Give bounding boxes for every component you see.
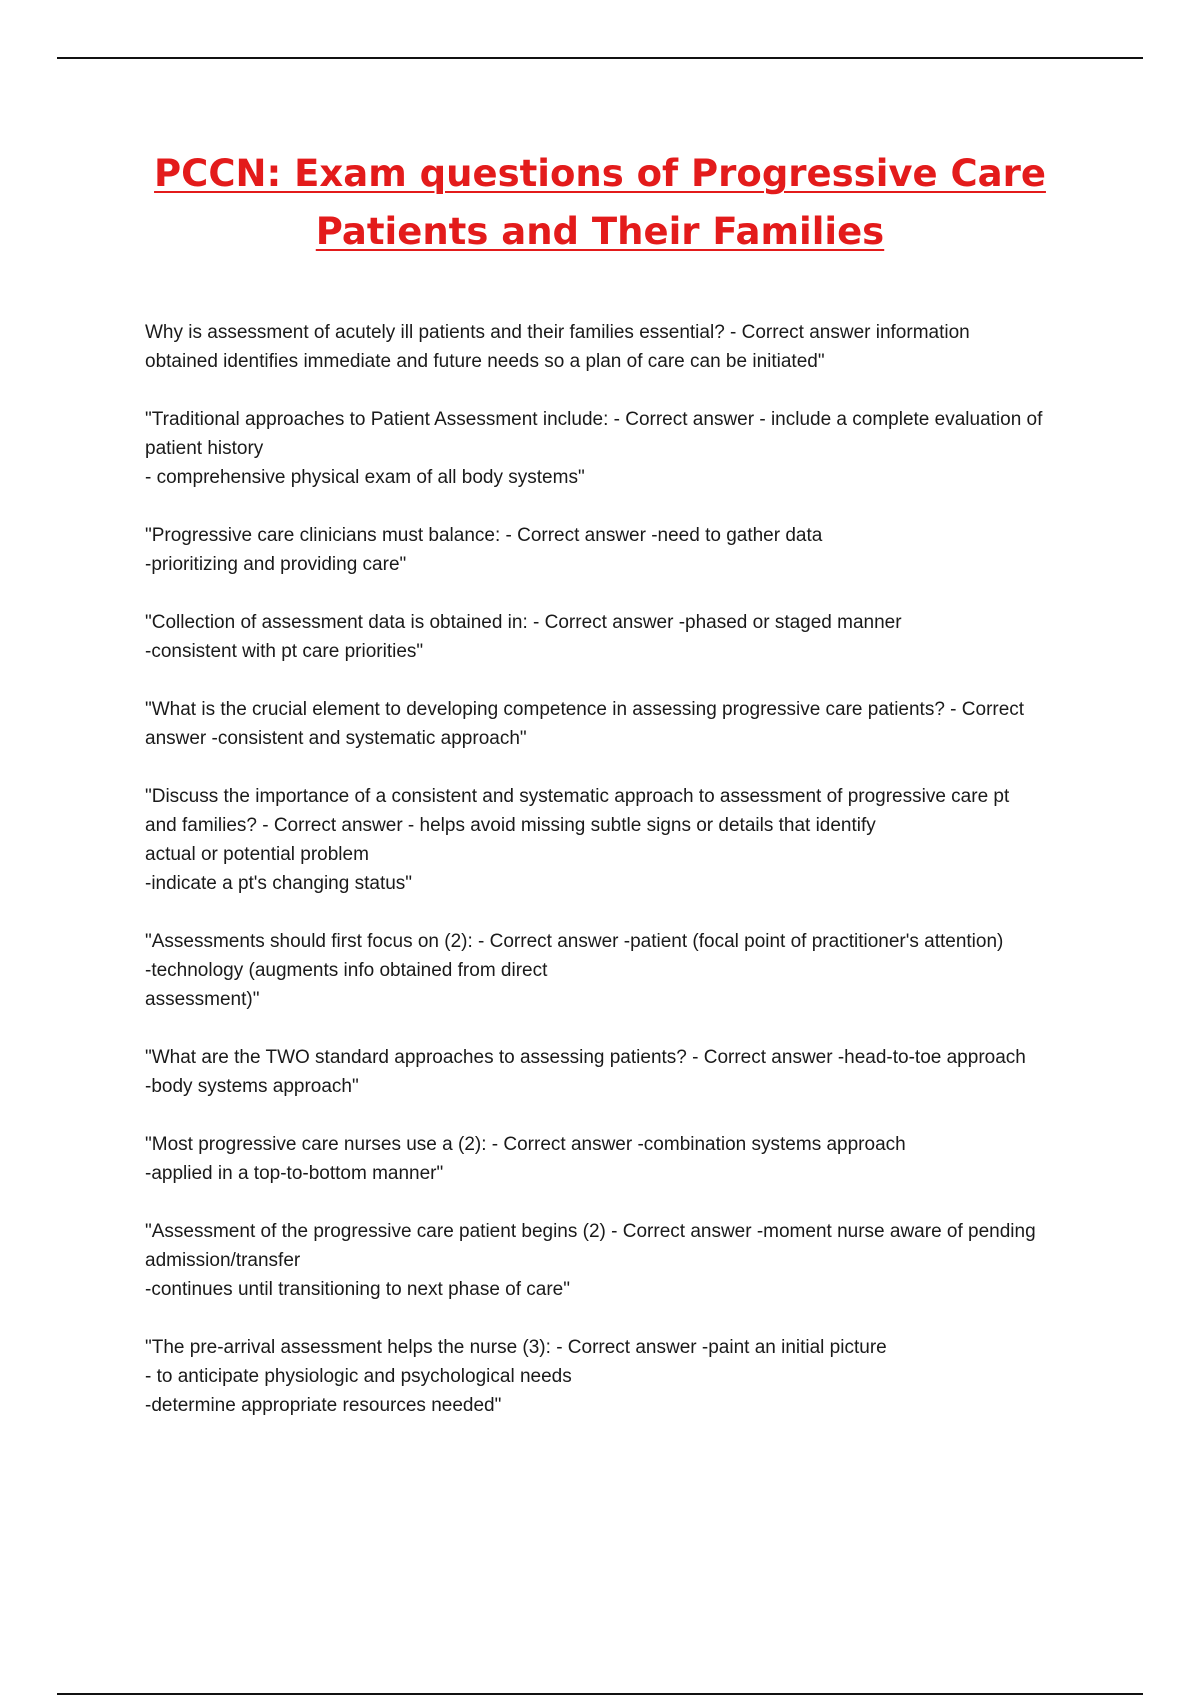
qa-item: "Most progressive care nurses use a (2): - Correct answer -combination systems approach -applied in a top-to-bottom manner" bbox=[145, 1134, 906, 1184]
qa-item: "What is the crucial element to developing competence in assessing progressive care patients? - Correct answer -consistent and systematic approach" bbox=[145, 699, 1025, 749]
qa-item: "Traditional approaches to Patient Assessment include: - Correct answer - include a complete evaluation of patient history - comprehensive physical exam of all body systems" bbox=[145, 409, 1043, 488]
qa-item: "What are the TWO standard approaches to assessing patients? - Correct answer -head-to-toe approach -body systems approach" bbox=[145, 1047, 1026, 1097]
title-line-2: Patients and Their Families bbox=[315, 210, 885, 253]
qa-item: "Discuss the importance of a consistent and systematic approach to assessment of progressive care pt and families? - Correct answer - helps avoid missing subtle signs or details that identify actual or potential problem -indicate a pt's changing status" bbox=[145, 786, 1010, 894]
document-title bbox=[0, 145, 1200, 261]
qa-item: "Progressive care clinicians must balance: - Correct answer -need to gather data -prioritizing and providing care" bbox=[145, 525, 823, 575]
footer-rule bbox=[57, 1693, 1143, 1695]
qa-item: "Assessments should first focus on (2): - Correct answer -patient (focal point of practitioner's attention) -technology (augments info obtained from direct assessment)" bbox=[145, 931, 1004, 1010]
qa-item: "Collection of assessment data is obtained in: - Correct answer -phased or staged manner -consistent with pt care priorities" bbox=[145, 612, 902, 662]
qa-item: "Assessment of the progressive care patient begins (2) - Correct answer -moment nurse aware of pending admission/transfer -continues until transitioning to next phase of care" bbox=[145, 1221, 1036, 1300]
title-line-1: PCCN: Exam questions of Progressive Care bbox=[154, 152, 1046, 195]
qa-item: "The pre-arrival assessment helps the nurse (3): - Correct answer -paint an initial picture - to anticipate physiologic and psychological needs -determine appropriate resources needed" bbox=[145, 1337, 887, 1416]
header-rule bbox=[57, 57, 1143, 59]
qa-item: Why is assessment of acutely ill patients and their families essential? - Correct answer information obtained identifies immediate and future needs so a plan of care can be initiated" bbox=[145, 322, 970, 372]
question-list bbox=[145, 318, 1045, 1449]
